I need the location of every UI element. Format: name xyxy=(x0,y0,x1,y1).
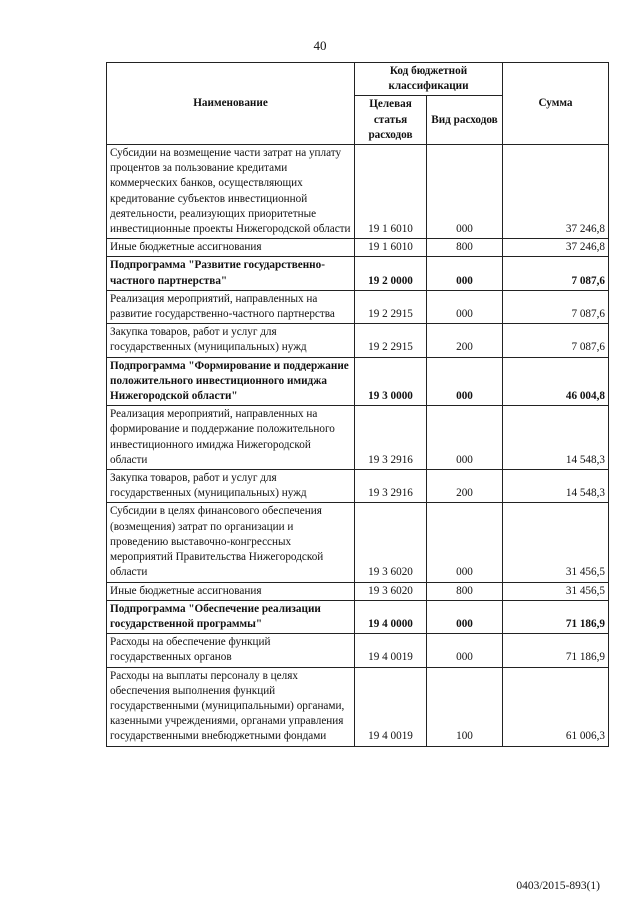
row-target-article: 19 2 2915 xyxy=(355,324,427,357)
row-target-article: 19 3 6020 xyxy=(355,582,427,600)
row-sum: 46 004,8 xyxy=(503,357,609,406)
row-name: Закупка товаров, работ и услуг для государственных (муниципальных) нужд xyxy=(107,324,355,357)
row-sum: 71 186,9 xyxy=(503,634,609,667)
row-target-article: 19 3 0000 xyxy=(355,357,427,406)
row-expense-type: 000 xyxy=(427,357,503,406)
table-row xyxy=(107,582,609,600)
row-sum: 7 087,6 xyxy=(503,290,609,323)
row-target-article: 19 2 2915 xyxy=(355,290,427,323)
row-expense-type: 800 xyxy=(427,582,503,600)
row-sum: 37 246,8 xyxy=(503,239,609,257)
row-name: Подпрограмма "Формирование и поддержание положительного инвестиционного имиджа Нижегородской области" xyxy=(107,357,355,406)
row-sum: 7 087,6 xyxy=(503,257,609,290)
table-header-row xyxy=(107,63,609,96)
budget-table-container xyxy=(106,62,608,747)
row-name: Субсидии в целях финансового обеспечения (возмещения) затрат по организации и проведению выставочно-конгрессных мероприятий Правительства Нижегородской области xyxy=(107,503,355,582)
budget-table xyxy=(106,62,609,747)
table-row xyxy=(107,290,609,323)
row-expense-type: 200 xyxy=(427,324,503,357)
row-sum: 14 548,3 xyxy=(503,470,609,503)
row-target-article: 19 2 0000 xyxy=(355,257,427,290)
row-target-article: 19 3 2916 xyxy=(355,406,427,470)
row-name: Иные бюджетные ассигнования xyxy=(107,582,355,600)
row-expense-type: 000 xyxy=(427,600,503,633)
row-sum: 7 087,6 xyxy=(503,324,609,357)
table-row xyxy=(107,239,609,257)
row-target-article: 19 4 0019 xyxy=(355,667,427,746)
row-name: Закупка товаров, работ и услуг для государственных (муниципальных) нужд xyxy=(107,470,355,503)
row-target-article: 19 1 6010 xyxy=(355,239,427,257)
row-name: Расходы на выплаты персоналу в целях обеспечения выполнения функций государственными (муниципальными) органами, казенными учреждениями, органами управления государственными внебюджетными фондами xyxy=(107,667,355,746)
row-target-article: 19 1 6010 xyxy=(355,145,427,239)
row-name: Подпрограмма "Развитие государственно-частного партнерства" xyxy=(107,257,355,290)
table-row xyxy=(107,634,609,667)
row-sum: 31 456,5 xyxy=(503,503,609,582)
row-expense-type: 000 xyxy=(427,406,503,470)
table-row xyxy=(107,145,609,239)
row-name: Субсидии на возмещение части затрат на уплату процентов за пользование кредитами коммерческих банков, осуществляющих кредитование субъектов инвестиционной деятельности, реализующих приоритетные инвестиционные проекты Нижегородской области xyxy=(107,145,355,239)
header-code-group: Код бюджетной классификации xyxy=(355,63,503,96)
table-row xyxy=(107,470,609,503)
row-expense-type: 100 xyxy=(427,667,503,746)
table-row xyxy=(107,257,609,290)
row-name: Иные бюджетные ассигнования xyxy=(107,239,355,257)
row-name: Подпрограмма "Обеспечение реализации государственной программы" xyxy=(107,600,355,633)
table-row xyxy=(107,667,609,746)
header-name: Наименование xyxy=(107,63,355,145)
table-row xyxy=(107,357,609,406)
row-expense-type: 000 xyxy=(427,145,503,239)
row-name: Реализация мероприятий, направленных на развитие государственно-частного партнерства xyxy=(107,290,355,323)
table-row xyxy=(107,324,609,357)
row-target-article: 19 4 0000 xyxy=(355,600,427,633)
row-sum: 37 246,8 xyxy=(503,145,609,239)
table-body xyxy=(107,145,609,747)
table-row xyxy=(107,600,609,633)
page-number: 40 xyxy=(313,38,327,53)
document-code: 0403/2015-893(1) xyxy=(516,880,600,892)
row-expense-type: 200 xyxy=(427,470,503,503)
row-name: Расходы на обеспечение функций государственных органов xyxy=(107,634,355,667)
row-expense-type: 800 xyxy=(427,239,503,257)
row-target-article: 19 4 0019 xyxy=(355,634,427,667)
row-expense-type: 000 xyxy=(427,257,503,290)
header-expense-type: Вид расходов xyxy=(427,96,503,145)
table-row xyxy=(107,406,609,470)
row-sum: 14 548,3 xyxy=(503,406,609,470)
row-expense-type: 000 xyxy=(427,503,503,582)
row-name: Реализация мероприятий, направленных на формирование и поддержание положительного инвестиционного имиджа Нижегородской области xyxy=(107,406,355,470)
row-expense-type: 000 xyxy=(427,634,503,667)
row-sum: 31 456,5 xyxy=(503,582,609,600)
header-target-article: Целевая статья расходов xyxy=(355,96,427,145)
row-target-article: 19 3 6020 xyxy=(355,503,427,582)
row-expense-type: 000 xyxy=(427,290,503,323)
row-target-article: 19 3 2916 xyxy=(355,470,427,503)
row-sum: 61 006,3 xyxy=(503,667,609,746)
row-sum: 71 186,9 xyxy=(503,600,609,633)
table-row xyxy=(107,503,609,582)
header-sum: Сумма xyxy=(503,63,609,145)
